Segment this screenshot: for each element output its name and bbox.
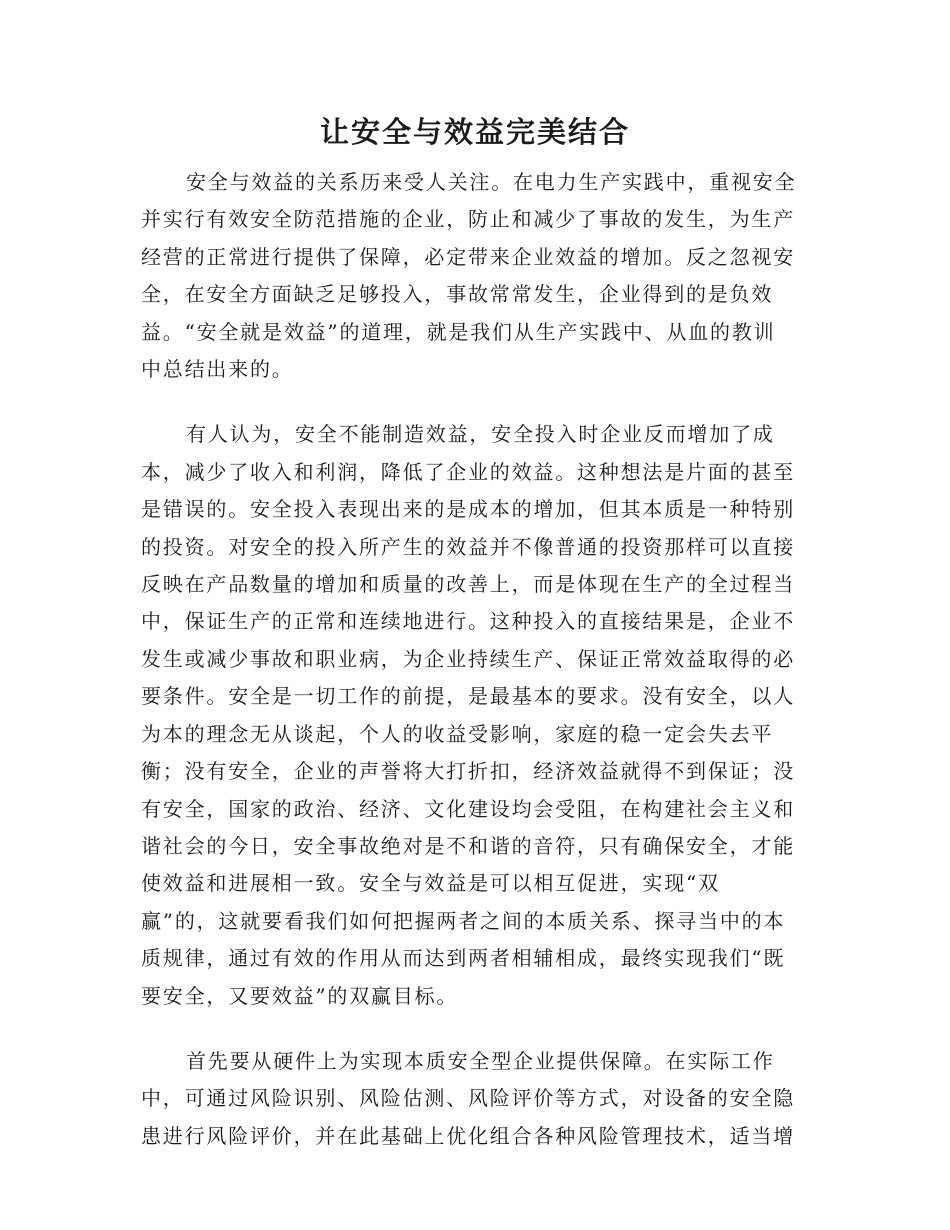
text-line: 的投资。对安全的投入所产生的效益并不像普通的投资那样可以直接 xyxy=(141,534,795,559)
text-line: 衡；没有安全，企业的声誉将大打折扣，经济效益就得不到保证；没 xyxy=(141,759,795,784)
text-line: 质规律，通过有效的作用从而达到两者相辅相成，最终实现我们“既 xyxy=(141,946,786,971)
text-line: 有安全，国家的政治、经济、文化建设均会受阻，在构建社会主义和 xyxy=(141,796,795,821)
text-line: 益。“安全就是效益”的道理，就是我们从生产实践中、从血的教训 xyxy=(141,319,776,344)
paragraph-1 xyxy=(141,164,795,388)
text-line: 要条件。安全是一切工作的前提，是最基本的要求。没有安全，以人 xyxy=(141,684,795,709)
text-line: 安全与效益的关系历来受人关注。在电力生产实践中，重视安全 xyxy=(186,170,797,194)
text-line: 中，保证生产的正常和连续地进行。这种投入的直接结果是，企业不 xyxy=(141,609,795,634)
text-line: 首先要从硬件上为实现本质安全型企业提供保障。在实际工作 xyxy=(186,1048,775,1073)
text-line: 本，减少了收入和利润，降低了企业的效益。这种想法是片面的甚至 xyxy=(141,459,795,484)
text-line: 并实行有效安全防范措施的企业，防止和减少了事故的发生，为生产 xyxy=(141,207,795,232)
text-line: 中，可通过风险识别、风险估测、风险评价等方式，对设备的安全隐 xyxy=(141,1086,795,1111)
text-line: 谐社会的今日，安全事故绝对是不和谐的音符，只有确保安全，才能 xyxy=(141,833,795,858)
text-line: 有人认为，安全不能制造效益，安全投入时企业反而增加了成 xyxy=(186,422,775,447)
paragraph-2 xyxy=(141,416,795,1015)
text-line: 使效益和进展相一致。安全与效益是可以相互促进，实现“双 xyxy=(141,871,720,896)
text-line: 经营的正常进行提供了保障，必定带来企业效益的增加。反之忽视安 xyxy=(141,244,795,269)
text-line: 是错误的。安全投入表现出来的是成本的增加，但其本质是一种特别 xyxy=(141,497,795,522)
text-line: 中总结出来的。 xyxy=(141,357,294,382)
text-line: 为本的理念无从谈起，个人的收益受影响，家庭的稳一定会失去平 xyxy=(141,721,774,746)
text-line: 赢”的，这就要看我们如何把握两者之间的本质关系、探寻当中的本 xyxy=(141,908,786,933)
text-line: 反映在产品数量的增加和质量的改善上，而是体现在生产的全过程当 xyxy=(141,572,795,597)
text-line: 要安全，又要效益”的双赢目标。 xyxy=(141,983,459,1008)
text-line: 全，在安全方面缺乏足够投入，事故常常发生，企业得到的是负效 xyxy=(141,282,774,307)
document-body xyxy=(141,164,795,1183)
paragraph-3 xyxy=(141,1043,795,1155)
document-title: 让安全与效益完美结合 xyxy=(319,115,630,149)
text-line: 患进行风险评价，并在此基础上优化组合各种风险管理技术，适当增 xyxy=(141,1123,795,1148)
text-line: 发生或减少事故和职业病，为企业持续生产、保证正常效益取得的必 xyxy=(141,646,795,671)
